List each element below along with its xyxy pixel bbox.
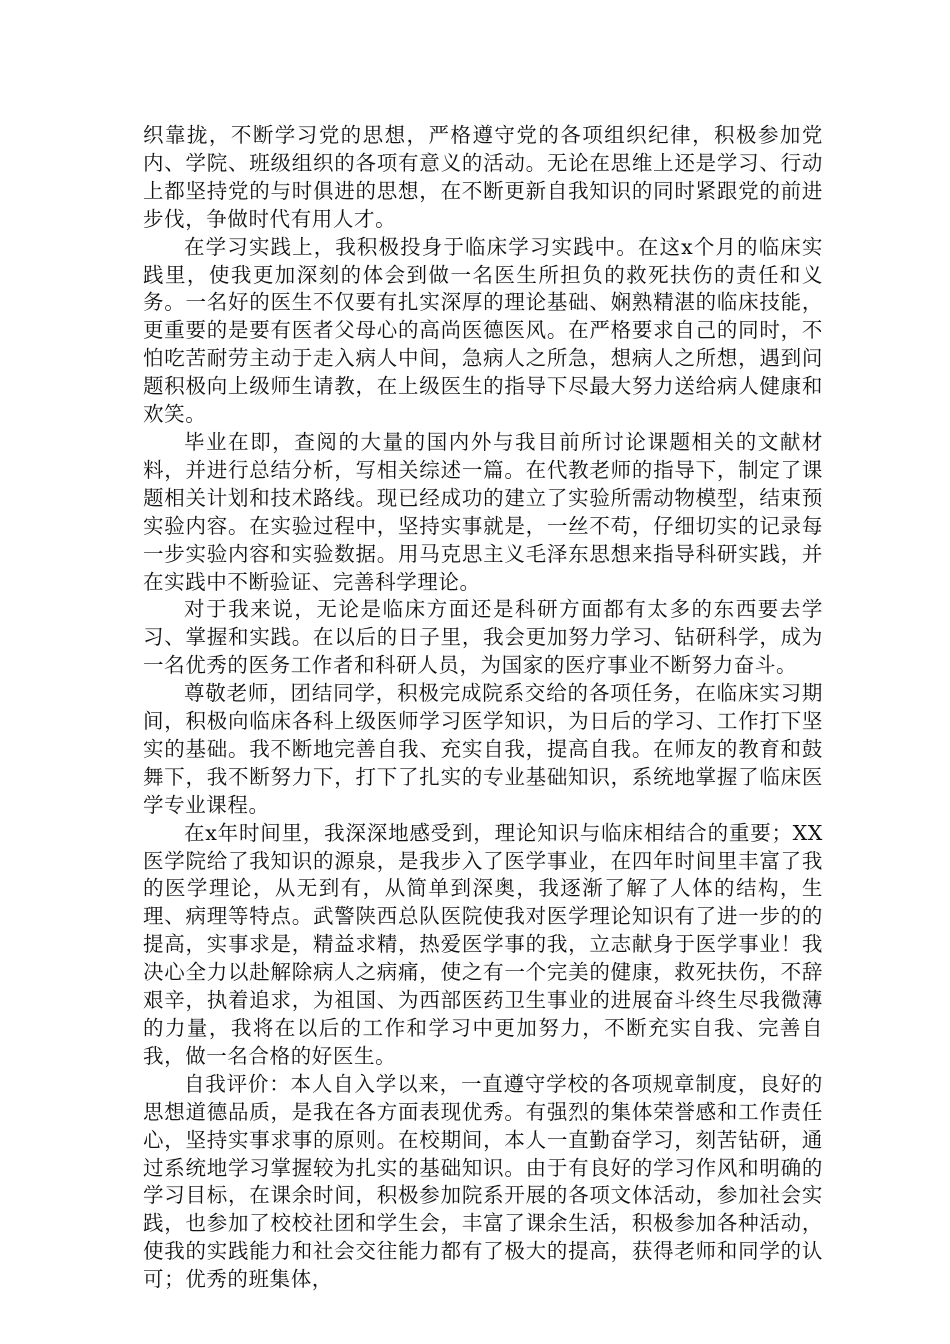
- paragraph-2: 在学习实践上，我积极投身于临床学习实践中。在这x个月的临床实践里，使我更加深刻的体会到做一名医生所担负的救死扶伤的责任和义务。一名好的医生不仅要有扎实深厚的理论基础、娴熟精湛的临床技能，更重要的是要有医者父母心的高尚医德医风。在严格要求自己的同时，不怕吃苦耐劳主动于走入病人中间，急病人之所急，想病人之所想，遇到问题积极向上级师生请教，在上级医生的指导下尽最大努力送给病人健康和欢笑。: [143, 234, 823, 427]
- paragraph-3: 毕业在即，查阅的大量的国内外与我目前所讨论课题相关的文献材料，并进行总结分析，写相关综述一篇。在代教老师的指导下，制定了课题相关计划和技术路线。现已经成功的建立了实验所需动物模型，结束预实验内容。在实验过程中，坚持实事就是，一丝不苟，仔细切实的记录每一步实验内容和实验数据。用马克思主义毛泽东思想来指导科研实践，并在实践中不断验证、完善科学理论。: [143, 429, 823, 594]
- document-body: [143, 122, 823, 1294]
- paragraph-7: 自我评价：本人自入学以来，一直遵守学校的各项规章制度，良好的思想道德品质，是我在各方面表现优秀。有强烈的集体荣誉感和工作责任心，坚持实事求事的原则。在校期间，本人一直勤奋学习，刻苦钻研，通过系统地学习掌握较为扎实的基础知识。由于有良好的学习作风和明确的学习目标，在课余时间，积极参加院系开展的各项文体活动，参加社会实践，也参加了校校社团和学生会，丰富了课余生活，积极参加各种活动，使我的实践能力和社会交往能力都有了极大的提高，获得老师和同学的认可；优秀的班集体，: [143, 1071, 823, 1292]
- paragraph-6: 在x年时间里，我深深地感受到，理论知识与临床相结合的重要；XX医学院给了我知识的源泉，是我步入了医学事业，在四年时间里丰富了我的医学理论，从无到有，从简单到深奥，我逐渐了解了人体的结构，生理、病理等特点。武警陕西总队医院使我对医学理论知识有了进一步的的提高，实事求是，精益求精，热爱医学事的我，立志献身于医学事业！我决心全力以赴解除病人之病痛，使之有一个完美的健康，救死扶伤，不辞艰辛，执着追求，为祖国、为西部医药卫生事业的进展奋斗终生尽我微薄的力量，我将在以后的工作和学习中更加努力，不断充实自我、完善自我，做一名合格的好医生。: [143, 820, 823, 1068]
- paragraph-5: 尊敬老师，团结同学，积极完成院系交给的各项任务，在临床实习期间，积极向临床各科上级医师学习医学知识，为日后的学习、工作打下坚实的基础。我不断地完善自我、充实自我，提高自我。在师友的教育和鼓舞下，我不断努力下，打下了扎实的专业基础知识，系统地掌握了临床医学专业课程。: [143, 681, 823, 817]
- paragraph-1: 织靠拢，不断学习党的思想，严格遵守党的各项组织纪律，积极参加党内、学院、班级组织的各项有意义的活动。无论在思维上还是学习、行动上都坚持党的与时俱进的思想，在不断更新自我知识的同时紧跟党的前进步伐，争做时代有用人才。: [143, 123, 823, 231]
- paragraph-4: 对于我来说，无论是临床方面还是科研方面都有太多的东西要去学习、掌握和实践。在以后的日子里，我会更加努力学习、钻研科学，成为一名优秀的医务工作者和科研人员，为国家的医疗事业不断努力奋斗。: [143, 597, 823, 678]
